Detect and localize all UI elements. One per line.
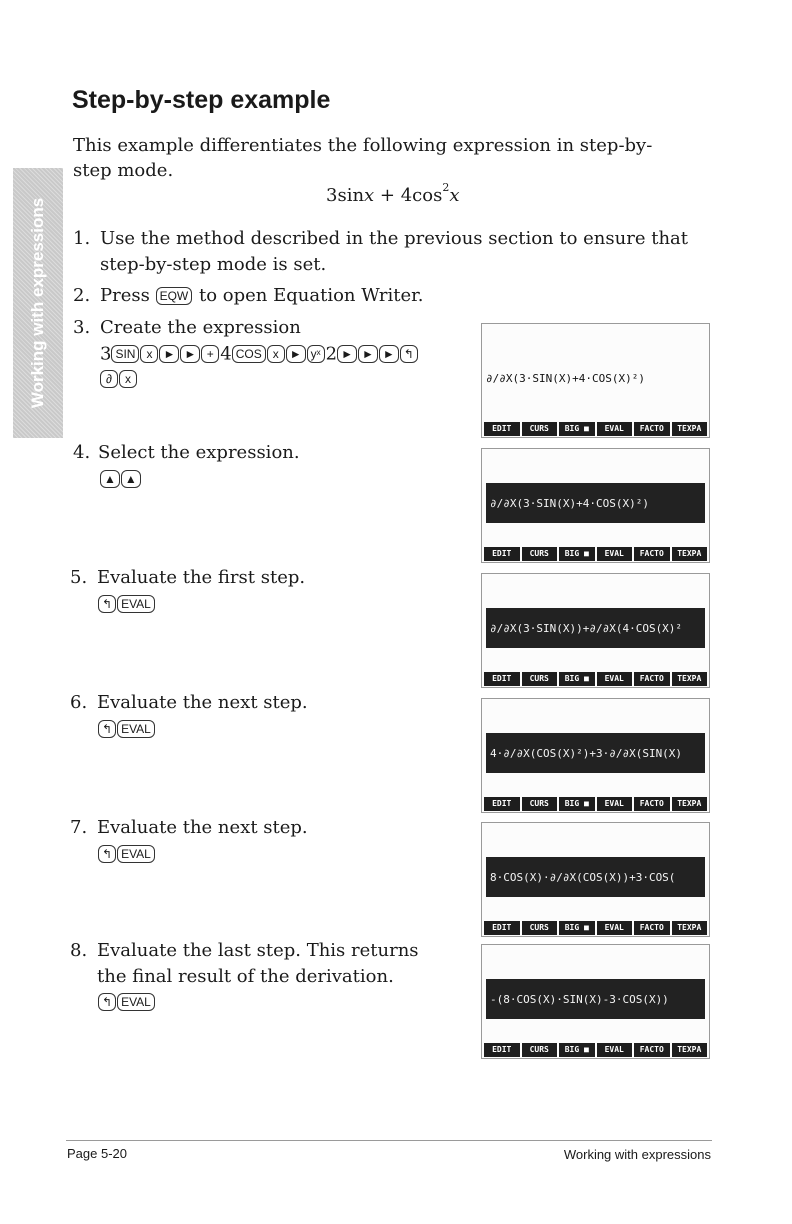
formula-part2: + 4cos xyxy=(374,185,443,206)
softkey-edit[interactable]: EDIT xyxy=(484,921,520,935)
step-2-text-after: to open Equation Writer. xyxy=(198,285,424,306)
softkey-eval[interactable]: EVAL xyxy=(597,672,633,686)
step-2-text-before: Press xyxy=(100,285,150,306)
step-2-number: 2. xyxy=(73,285,91,306)
step-8-keys xyxy=(98,991,156,1012)
softkey-menu xyxy=(484,422,707,436)
step-4-number: 4. xyxy=(73,442,91,463)
softkey-big[interactable]: BIG ■ xyxy=(559,422,595,436)
right-arrow-key[interactable]: ► xyxy=(180,345,200,363)
step-1-number: 1. xyxy=(73,228,91,249)
calculator-screen-5 xyxy=(481,822,710,937)
screen-display: ∂/∂X(3·SIN(X)+4·COS(X)²) xyxy=(486,371,645,385)
intro-paragraph: This example differentiates the following expression in step-by-step mode. xyxy=(73,135,653,181)
eval-key[interactable]: EVAL xyxy=(117,720,155,738)
footer-chapter-title: Working with expressions xyxy=(563,1147,711,1162)
softkey-edit[interactable]: EDIT xyxy=(484,422,520,436)
screen-display: 4·∂/∂X(COS(X)²)+3·∂/∂X(SIN(X) xyxy=(486,733,705,773)
softkey-big[interactable]: BIG ■ xyxy=(559,672,595,686)
left-shift-key[interactable]: ↰ xyxy=(98,993,116,1011)
step-3-number: 3. xyxy=(73,317,91,338)
softkey-edit[interactable]: EDIT xyxy=(484,672,520,686)
softkey-texpa[interactable]: TEXPA xyxy=(672,1043,708,1057)
chapter-side-tab xyxy=(13,168,63,438)
step-6-keys xyxy=(98,718,156,739)
screen-display: ∂/∂X(3·SIN(X)+4·COS(X)²) xyxy=(486,483,705,523)
left-shift-key[interactable]: ↰ xyxy=(98,720,116,738)
calculator-screen-1 xyxy=(481,323,710,438)
calculator-screen-2 xyxy=(481,448,710,563)
softkey-facto[interactable]: FACTO xyxy=(634,672,670,686)
softkey-menu xyxy=(484,797,707,811)
softkey-curs[interactable]: CURS xyxy=(522,1043,558,1057)
step-4-text: Select the expression. xyxy=(98,442,300,463)
calculator-screen-3 xyxy=(481,573,710,688)
up-arrow-key[interactable]: ▲ xyxy=(121,470,141,488)
softkey-edit[interactable]: EDIT xyxy=(484,797,520,811)
softkey-eval[interactable]: EVAL xyxy=(597,422,633,436)
softkey-big[interactable]: BIG ■ xyxy=(559,547,595,561)
right-arrow-key[interactable]: ► xyxy=(379,345,399,363)
softkey-texpa[interactable]: TEXPA xyxy=(672,921,708,935)
right-arrow-key[interactable]: ► xyxy=(159,345,179,363)
step-7-keys xyxy=(98,843,156,864)
step-5-keys xyxy=(98,593,156,614)
softkey-texpa[interactable]: TEXPA xyxy=(672,547,708,561)
calculator-screen-4 xyxy=(481,698,710,813)
step-3-text: Create the expression xyxy=(100,317,301,338)
softkey-curs[interactable]: CURS xyxy=(522,921,558,935)
power-key[interactable]: yˣ xyxy=(307,345,325,363)
right-arrow-key[interactable]: ► xyxy=(358,345,378,363)
calculator-screen-6 xyxy=(481,944,710,1059)
softkey-menu xyxy=(484,672,707,686)
formula-var2: x xyxy=(449,185,460,206)
step-1-text: Use the method described in the previous section to ensure that step-by-step mode is set. xyxy=(100,228,688,275)
softkey-facto[interactable]: FACTO xyxy=(634,547,670,561)
softkey-curs[interactable]: CURS xyxy=(522,797,558,811)
step-2-text xyxy=(100,283,424,309)
formula-part1: 3sin xyxy=(326,185,365,206)
example-formula xyxy=(326,181,460,206)
plus-key[interactable]: + xyxy=(201,345,219,363)
x-key[interactable]: x xyxy=(140,345,158,363)
screen-display: ∂/∂X(3·SIN(X))+∂/∂X(4·COS(X)² xyxy=(486,608,705,648)
digit-2: 2 xyxy=(325,343,338,365)
softkey-texpa[interactable]: TEXPA xyxy=(672,672,708,686)
softkey-edit[interactable]: EDIT xyxy=(484,1043,520,1057)
softkey-curs[interactable]: CURS xyxy=(522,422,558,436)
digit-4: 4 xyxy=(220,343,232,365)
eval-key[interactable]: EVAL xyxy=(117,993,155,1011)
step-8-number: 8. xyxy=(70,940,88,961)
step-6-text: Evaluate the next step. xyxy=(97,692,308,713)
step-5-number: 5. xyxy=(70,567,88,588)
softkey-eval[interactable]: EVAL xyxy=(597,921,633,935)
sin-key[interactable]: SIN xyxy=(111,345,139,363)
eqw-key[interactable]: EQW xyxy=(156,287,193,305)
softkey-edit[interactable]: EDIT xyxy=(484,547,520,561)
softkey-eval[interactable]: EVAL xyxy=(597,547,633,561)
softkey-big[interactable]: BIG ■ xyxy=(559,797,595,811)
softkey-menu xyxy=(484,1043,707,1057)
softkey-texpa[interactable]: TEXPA xyxy=(672,422,708,436)
page-number: Page 5-20 xyxy=(67,1146,127,1161)
right-arrow-key[interactable]: ► xyxy=(337,345,357,363)
softkey-eval[interactable]: EVAL xyxy=(597,797,633,811)
softkey-big[interactable]: BIG ■ xyxy=(559,1043,595,1057)
step-4-keys xyxy=(100,468,142,489)
softkey-facto[interactable]: FACTO xyxy=(634,422,670,436)
up-arrow-key[interactable]: ▲ xyxy=(100,470,120,488)
step-7-text: Evaluate the next step. xyxy=(97,817,308,838)
step-7-number: 7. xyxy=(70,817,88,838)
digit-3: 3 xyxy=(100,343,112,365)
softkey-facto[interactable]: FACTO xyxy=(634,797,670,811)
softkey-big[interactable]: BIG ■ xyxy=(559,921,595,935)
left-shift-key[interactable]: ↰ xyxy=(400,345,418,363)
softkey-menu xyxy=(484,921,707,935)
softkey-menu xyxy=(484,547,707,561)
step-6-number: 6. xyxy=(70,692,88,713)
left-shift-key[interactable]: ↰ xyxy=(98,595,116,613)
softkey-curs[interactable]: CURS xyxy=(522,547,558,561)
x-key[interactable]: x xyxy=(119,370,137,388)
softkey-eval[interactable]: EVAL xyxy=(597,1043,633,1057)
x-key[interactable]: x xyxy=(267,345,285,363)
footer-divider xyxy=(66,1140,712,1141)
right-arrow-key[interactable]: ► xyxy=(286,345,306,363)
eval-key[interactable]: EVAL xyxy=(117,595,155,613)
screen-display: 8·COS(X)·∂/∂X(COS(X))+3·COS( xyxy=(486,857,705,897)
section-title: Step-by-step example xyxy=(72,86,331,114)
eval-key[interactable]: EVAL xyxy=(117,845,155,863)
softkey-texpa[interactable]: TEXPA xyxy=(672,797,708,811)
step-8-text: Evaluate the last step. This returns the final result of the derivation. xyxy=(97,940,419,987)
formula-var1: x xyxy=(364,185,375,206)
softkey-facto[interactable]: FACTO xyxy=(634,921,670,935)
step-3-keys-line1 xyxy=(100,343,419,365)
formula-exponent: 2 xyxy=(442,181,450,194)
softkey-facto[interactable]: FACTO xyxy=(634,1043,670,1057)
screen-display: -(8·COS(X)·SIN(X)-3·COS(X)) xyxy=(486,979,705,1019)
derivative-key[interactable]: ∂ xyxy=(100,370,118,388)
cos-key[interactable]: COS xyxy=(232,345,266,363)
softkey-curs[interactable]: CURS xyxy=(522,672,558,686)
left-shift-key[interactable]: ↰ xyxy=(98,845,116,863)
step-5-text: Evaluate the first step. xyxy=(97,567,306,588)
step-3-keys-line2 xyxy=(100,368,138,389)
side-tab-label: Working with expressions xyxy=(28,197,47,409)
